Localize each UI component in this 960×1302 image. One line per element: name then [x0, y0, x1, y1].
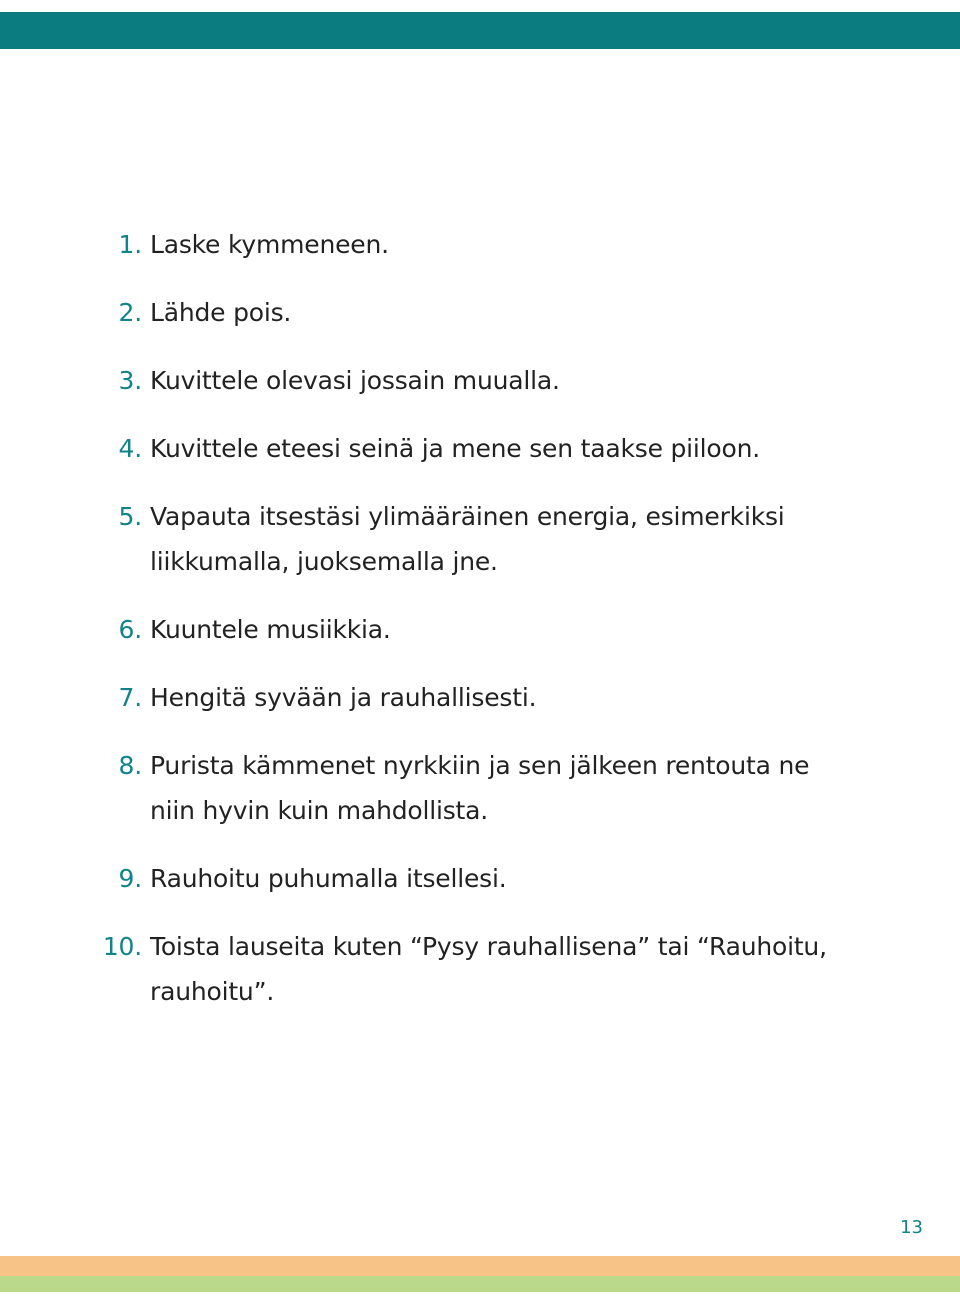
item-text: Kuvittele olevasi jossain muualla.: [150, 366, 560, 395]
item-text: Lähde pois.: [150, 298, 292, 327]
item-number: 2.: [118, 298, 142, 327]
item-number: 9.: [118, 864, 142, 893]
list-item: [100, 494, 860, 584]
item-number: 8.: [118, 751, 142, 780]
item-number: 4.: [118, 434, 142, 463]
bottom-green-bar: [0, 1276, 960, 1292]
list-item: [100, 924, 860, 1014]
list-item: [100, 426, 860, 471]
item-number: 1.: [118, 230, 142, 259]
item-number: 3.: [118, 366, 142, 395]
item-number: 7.: [118, 683, 142, 712]
list-item: [100, 856, 860, 901]
item-number: 5.: [118, 502, 142, 531]
item-text: Kuvittele eteesi seinä ja mene sen taakse piiloon.: [150, 434, 760, 463]
page-number: 13: [900, 1217, 923, 1238]
top-color-bar: [0, 12, 960, 49]
list-item: [100, 290, 860, 335]
list-item: [100, 222, 860, 267]
list-item: [100, 607, 860, 652]
item-text: Hengitä syvään ja rauhallisesti.: [150, 683, 537, 712]
item-number: 6.: [118, 615, 142, 644]
item-text: Vapauta itsestäsi ylimääräinen energia, esimerkiksi liikkumalla, juoksemalla jne.: [150, 502, 785, 576]
bottom-orange-bar: [0, 1256, 960, 1276]
tips-list: [100, 222, 860, 1037]
item-text: Kuuntele musiikkia.: [150, 615, 391, 644]
item-text: Purista kämmenet nyrkkiin ja sen jälkeen rentouta ne niin hyvin kuin mahdollista.: [150, 751, 810, 825]
item-number: 10.: [102, 932, 142, 961]
list-item: [100, 743, 860, 833]
item-text: Rauhoitu puhumalla itsellesi.: [150, 864, 507, 893]
item-text: Toista lauseita kuten “Pysy rauhallisena” tai “Rauhoitu, rauhoitu”.: [150, 932, 827, 1006]
list-item: [100, 675, 860, 720]
item-text: Laske kymmeneen.: [150, 230, 389, 259]
list-item: [100, 358, 860, 403]
